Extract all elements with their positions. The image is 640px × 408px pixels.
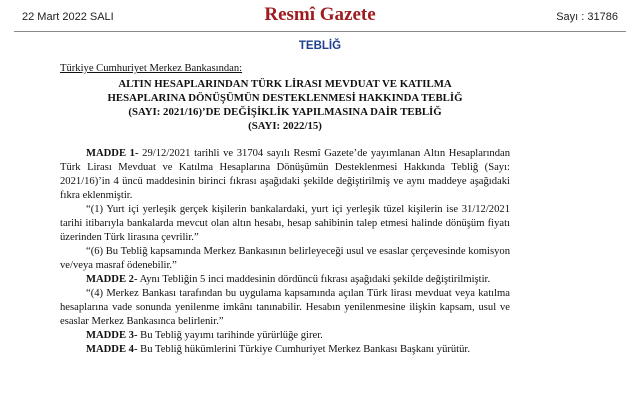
- article-3-text: Bu Tebliğ yayımı tarihinde yürürlüğe girer.: [137, 330, 323, 341]
- article-1-label: MADDE 1-: [86, 148, 139, 159]
- article-1-quote-2: “(6) Bu Tebliğ kapsamında Merkez Bankasının belirleyeceği usul ve esaslar çerçevesinde komisyon ve/veya masraf ödenebilir.”: [60, 246, 510, 271]
- article-1-text: 29/12/2021 tarihli ve 31704 sayılı Resmî Gazete’de yayımlanan Altın Hesaplarından Türk Lirası Mevduat ve Katılma Hesaplarına Dönüşümün Desteklenmesi Hakkında Tebliğ (Sayı: 2021/16)’in 4 üncü maddesinin birinci fıkrası aşağıdaki şekilde değiştirilmiş ve aynı maddeye aşağıdaki fıkra eklenmiştir.: [60, 148, 510, 201]
- article-4-text: Bu Tebliğ hükümlerini Türkiye Cumhuriyet Merkez Bankası Başkanı yürütür.: [137, 344, 471, 355]
- article-3: [60, 329, 510, 343]
- publication-date: 22 Mart 2022 SALI: [22, 11, 114, 23]
- article-2: [60, 273, 510, 287]
- document-title-line-2: HESAPLARINA DÖNÜŞÜMÜN DESTEKLENMESİ HAKKINDA TEBLİĞ: [107, 92, 463, 104]
- article-2-label: MADDE 2-: [86, 274, 138, 285]
- header-divider: [14, 31, 626, 32]
- article-2-quote-1: “(4) Merkez Bankası tarafından bu uygulama kapsamında açılan Türk lirası mevduat veya katılma hesaplarına vade sonunda yenilenme imkânı tanınabilir. Hesabın yenilenmesine ilişkin kapsam, usul ve esaslar Merkez Bankasınca belirlenir.”: [60, 288, 510, 327]
- document-title-line-4: (SAYI: 2022/15): [248, 120, 322, 132]
- issuer-line: Türkiye Cumhuriyet Merkez Bankasından:: [60, 63, 243, 74]
- section-heading: TEBLİĞ: [298, 40, 342, 52]
- article-4-label: MADDE 4-: [86, 344, 138, 355]
- article-2-text: Aynı Tebliğin 5 inci maddesinin dördüncü fıkrası aşağıdaki şekilde değiştirilmiştir.: [137, 274, 491, 285]
- document-title-line-1: ALTIN HESAPLARINDAN TÜRK LİRASI MEVDUAT VE KATILMA: [118, 78, 452, 90]
- gazette-header: [0, 0, 640, 36]
- issue-number: Sayı : 31786: [556, 11, 618, 23]
- document-title-line-3: (SAYI: 2021/16)’DE DEĞİŞİKLİK YAPILMASINA DAİR TEBLİĞ: [128, 106, 442, 118]
- article-4: [60, 343, 510, 357]
- title-spacer: [60, 133, 510, 147]
- article-3-label: MADDE 3-: [86, 330, 138, 341]
- article-1-quote-1: “(1) Yurt içi yerleşik gerçek kişilerin bankalardaki, yurt içi yerleşik tüzel kişilerin ise 31/12/2021 tarihi itibarıyla bankalarda mevcut olan altın hesabı, hesap sahibinin talep etmesi halinde dönüşüm fiyatı üzerinden Türk lirasına çevrilir.”: [60, 204, 510, 243]
- article-1: [60, 147, 510, 203]
- gazette-title: Resmî Gazete: [264, 4, 376, 25]
- document-body: [60, 62, 510, 357]
